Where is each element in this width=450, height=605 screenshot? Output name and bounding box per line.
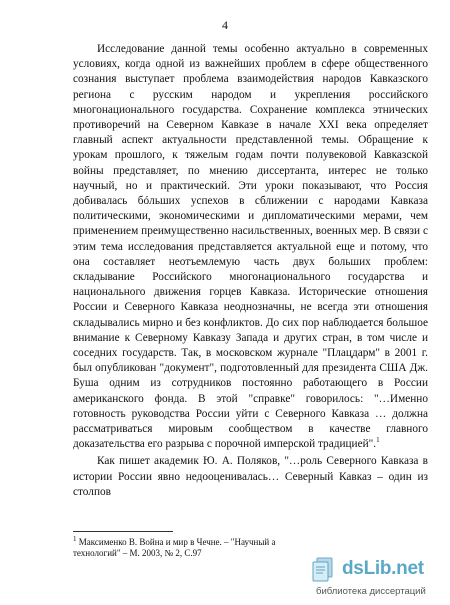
watermark[interactable]: [308, 556, 448, 600]
footnote-marker: 1: [73, 535, 77, 543]
page-number: 4: [222, 18, 228, 32]
watermark-site: dsLib.net: [342, 558, 424, 579]
footnote-text: Максименко В. Война и мир в Чечне. – "Научный а технологий" – М. 2003, № 2, С.97: [73, 537, 276, 558]
watermark-tagline: библиотека диссертаций: [316, 586, 426, 597]
footnote-rule: [73, 531, 173, 532]
footnote-ref[interactable]: 1: [376, 436, 380, 445]
body-text: [73, 42, 428, 500]
document-stack-icon: [308, 556, 338, 586]
paragraph: [73, 42, 428, 452]
paragraph-text: Исследование данной темы особенно актуально в современных условиях, когда одной из важнейших проблем в сфере общественного сознания выступает проблема взаимодействия народов Кавказского региона с русским народом и укрепления российского многонационального государства. Сохранение комплекса этнических противоречий на Северном Кавказе в начале XXI века определяет главный аспект актуальности представленной темы. Обращение к урокам прошлого, к тяжелым годам почти полувековой Кавказской войны представляет, по мнению диссертанта, интерес не только научный, но и практический. Эти уроки показывают, что Россия добивалась бóльших успехов в сближении с народами Кавказа политическими, экономическими и дипломатическими мерами, чем применением преимущественно насильственных, военных мер. В связи с этим тема исследования представляется актуальной еще и потому, что она составляет неотъемлемую часть двух больших проблем: складывание Российского многонационального государства и национального движения горцев Кавказа. Исторические отношения России и Северного Кавказа неоднозначны, не всегда эти отношения складывались мирно и без конфликтов. До сих пор наблюдается большое внимание к Северному Кавказу Запада и других стран, в том числе и соседних государств. Так, в московском журнале "Плацдарм" в 2001 г. был опубликован "документ", подготовленный для президента США Дж. Буша одним из сотрудников постоянно работающего в России американского фонда. В этой "справке" говорилось: "…Именно готовность руководства России уйти с Северного Кавказа … должна рассматриваться мировым сообществом в качестве главного доказательства его разрыва с порочной имперской традицией".: [73, 43, 428, 451]
footnote: [73, 537, 293, 559]
paragraph: Как пишет академик Ю. А. Поляков, "…роль Северного Кавказа в истории России явно недооценивалась… Северный Кавказ – один из столпов: [73, 455, 428, 498]
